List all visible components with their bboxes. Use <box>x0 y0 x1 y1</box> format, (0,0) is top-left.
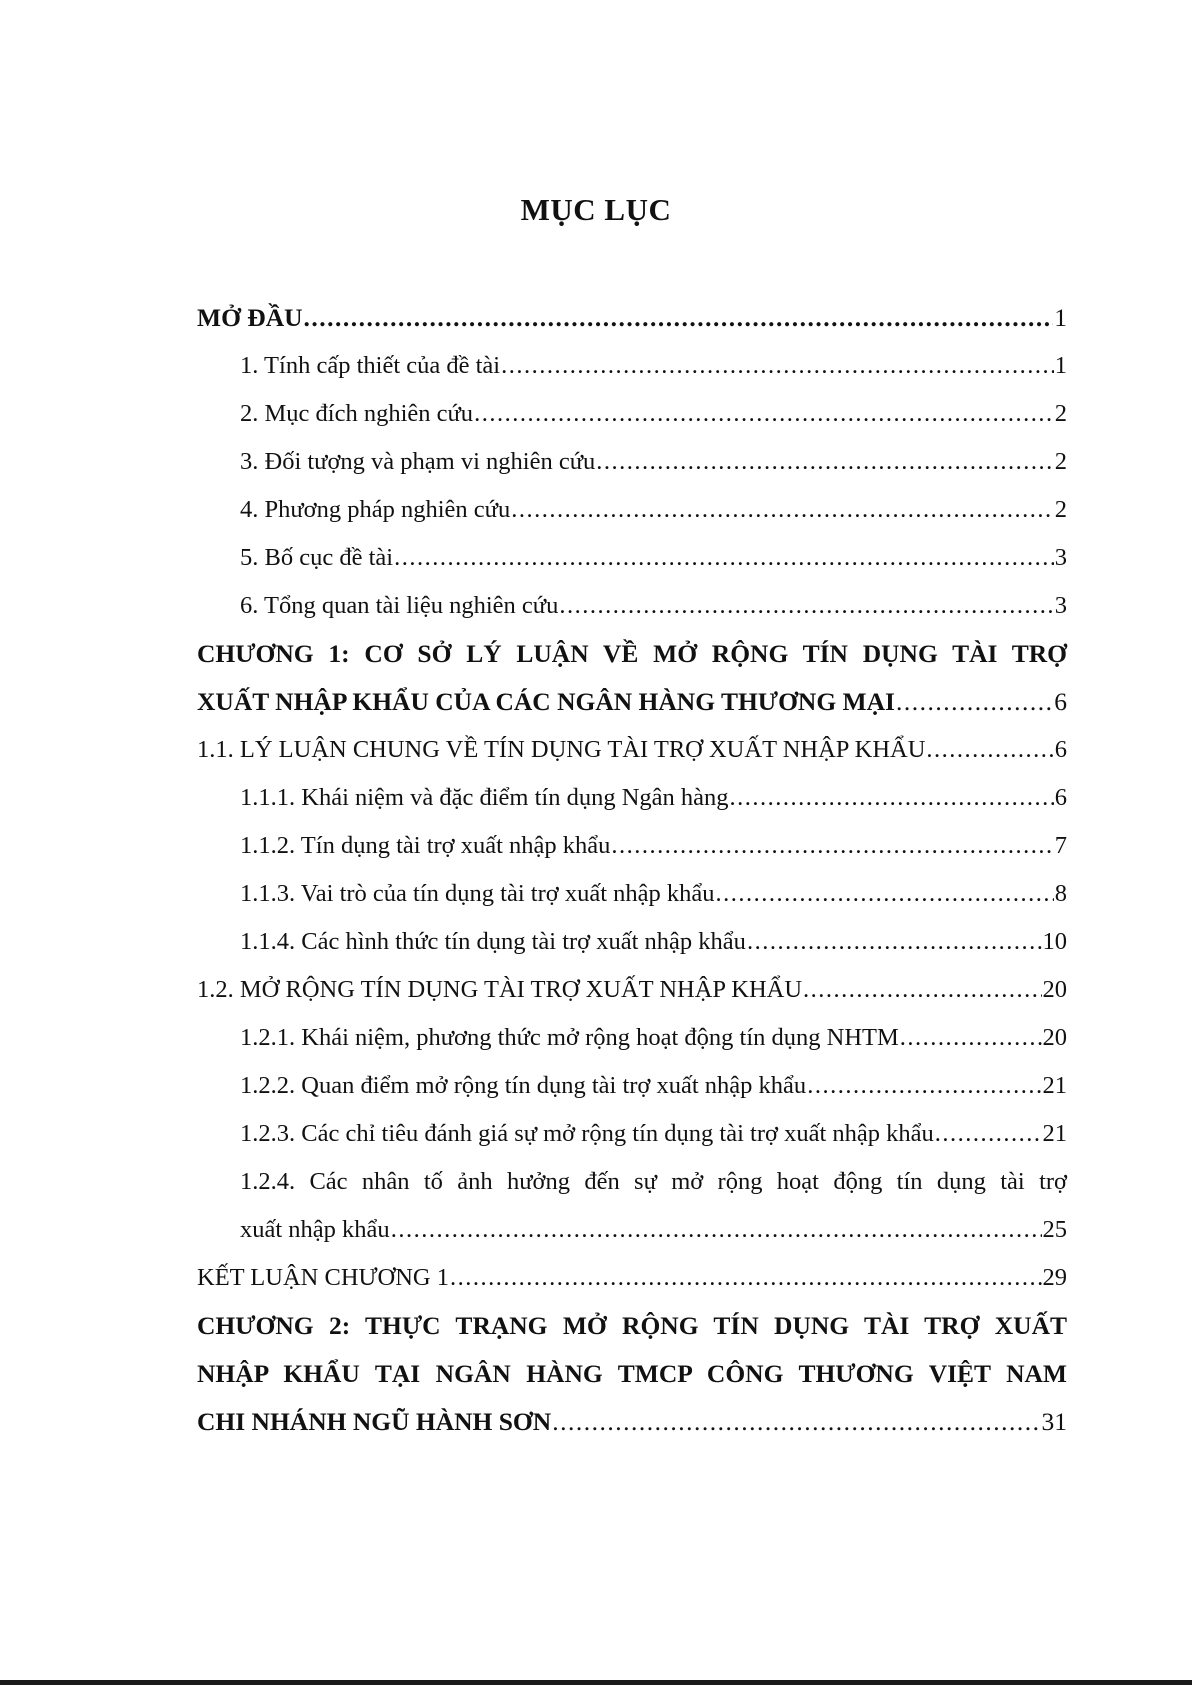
toc-entry-label: KẾT LUẬN CHƯƠNG 1 <box>197 1264 449 1291</box>
toc-entry-1-2-4[interactable] <box>197 1158 1067 1254</box>
toc-page-number: 8 <box>1054 880 1067 907</box>
toc-leader-dots <box>803 966 1041 1014</box>
toc-entry-1-1-3[interactable] <box>197 870 1067 918</box>
toc-entry-label: 1.1. LÝ LUẬN CHUNG VỀ TÍN DỤNG TÀI TRỢ XUẤT NHẬP KHẨU <box>197 736 926 763</box>
toc-page-number: 20 <box>1042 976 1067 1003</box>
toc-entry-1-1[interactable] <box>197 726 1067 774</box>
toc-leader-dots <box>716 870 1054 918</box>
toc-leader-dots <box>896 678 1053 726</box>
toc-leader-dots <box>501 342 1054 390</box>
toc-page-number: 7 <box>1054 832 1067 859</box>
toc-entry-label: 4. Phương pháp nghiên cứu <box>240 496 511 523</box>
toc-entry-1-2-2[interactable] <box>197 1062 1067 1110</box>
toc-leader-dots <box>394 534 1054 582</box>
toc-entry-heading-line: CHƯƠNG 1: CƠ SỞ LÝ LUẬN VỀ MỞ RỘNG TÍN DỤNG TÀI TRỢ <box>197 639 1067 668</box>
toc-entry-label: MỞ ĐẦU <box>197 303 303 332</box>
toc-entry-label: 5. Bố cục đề tài <box>240 544 394 571</box>
toc-page-number: 2 <box>1054 448 1067 475</box>
toc-leader-dots <box>747 918 1042 966</box>
toc-entry-label: 1.1.1. Khái niệm và đặc điểm tín dụng Ngân hàng <box>240 784 729 811</box>
toc-entry-1-2-1[interactable] <box>197 1014 1067 1062</box>
toc-page-number: 1 <box>1054 352 1067 379</box>
table-of-contents <box>197 294 1067 1446</box>
toc-entry-label: 1.1.2. Tín dụng tài trợ xuất nhập khẩu <box>240 832 611 859</box>
toc-leader-dots <box>559 582 1053 630</box>
toc-page-number: 6 <box>1054 784 1067 811</box>
toc-leader-dots <box>450 1254 1042 1302</box>
toc-leader-dots <box>807 1062 1041 1110</box>
toc-entry-1-2-3[interactable] <box>197 1110 1067 1158</box>
toc-entry-heading-line: CHƯƠNG 2: THỰC TRẠNG MỞ RỘNG TÍN DỤNG TÀI TRỢ XUẤT <box>197 1311 1067 1340</box>
toc-leader-dots <box>611 822 1053 870</box>
toc-entry-label: 1. Tính cấp thiết của đề tài <box>240 352 501 379</box>
toc-page-number: 21 <box>1042 1120 1067 1147</box>
toc-leader-dots <box>935 1110 1042 1158</box>
toc-leader-dots <box>391 1206 1042 1254</box>
toc-entry-label: 1.2.3. Các chỉ tiêu đánh giá sự mở rộng tín dụng tài trợ xuất nhập khẩu <box>240 1120 934 1147</box>
toc-entry-6[interactable] <box>197 582 1067 630</box>
toc-entry-1-1-4[interactable] <box>197 918 1067 966</box>
toc-leader-dots <box>900 1014 1042 1062</box>
toc-page-number: 21 <box>1042 1072 1067 1099</box>
toc-entry-ket-luan-chuong-1[interactable] <box>197 1254 1067 1302</box>
toc-leader-dots <box>552 1398 1040 1446</box>
toc-entry-label: CHI NHÁNH NGŨ HÀNH SƠN <box>197 1407 552 1436</box>
toc-entry-label: 1.1.3. Vai trò của tín dụng tài trợ xuất nhập khẩu <box>240 880 715 907</box>
toc-leader-dots <box>596 438 1054 486</box>
toc-leader-dots <box>474 390 1054 438</box>
toc-leader-dots <box>730 774 1054 822</box>
toc-page-number: 20 <box>1042 1024 1067 1051</box>
toc-entry-label: 2. Mục đích nghiên cứu <box>240 400 474 427</box>
page-title: MỤC LỤC <box>520 192 672 227</box>
toc-entry-heading-line: NHẬP KHẨU TẠI NGÂN HÀNG TMCP CÔNG THƯƠNG VIỆT NAM <box>197 1359 1067 1388</box>
toc-page-number: 3 <box>1054 544 1067 571</box>
toc-entry-label: xuất nhập khẩu <box>240 1216 390 1243</box>
toc-page-number: 1 <box>1054 303 1067 332</box>
toc-entry-label: 1.1.4. Các hình thức tín dụng tài trợ xuất nhập khẩu <box>240 928 746 955</box>
toc-entry-2[interactable] <box>197 390 1067 438</box>
toc-entry-3[interactable] <box>197 438 1067 486</box>
bottom-edge-rule <box>0 1680 1192 1685</box>
toc-page-number: 31 <box>1041 1407 1067 1436</box>
toc-entry-4[interactable] <box>197 486 1067 534</box>
toc-leader-dots <box>304 294 1054 342</box>
toc-page-number: 2 <box>1054 496 1067 523</box>
toc-entry-1-1-1[interactable] <box>197 774 1067 822</box>
toc-entry-label: XUẤT NHẬP KHẨU CỦA CÁC NGÂN HÀNG THƯƠNG MẠI <box>197 687 895 716</box>
toc-entry-1-2[interactable] <box>197 966 1067 1014</box>
toc-leader-dots <box>926 726 1053 774</box>
toc-page-number: 29 <box>1042 1264 1067 1291</box>
toc-entry-chapter-2[interactable] <box>197 1302 1067 1446</box>
toc-entry-label: 1.2.2. Quan điểm mở rộng tín dụng tài trợ xuất nhập khẩu <box>240 1072 807 1099</box>
toc-entry-mo-dau[interactable] <box>197 294 1067 342</box>
toc-page-number: 10 <box>1042 928 1067 955</box>
toc-page-number: 3 <box>1054 592 1067 619</box>
toc-entry-label: 1.2. MỞ RỘNG TÍN DỤNG TÀI TRỢ XUẤT NHẬP KHẨU <box>197 976 803 1003</box>
toc-leader-dots <box>511 486 1054 534</box>
toc-page-number: 6 <box>1054 687 1067 716</box>
toc-entry-label: 3. Đối tượng và phạm vi nghiên cứu <box>240 448 596 475</box>
toc-entry-heading-line: 1.2.4. Các nhân tố ảnh hưởng đến sự mở rộng hoạt động tín dụng tài trợ <box>240 1168 1067 1195</box>
toc-entry-label: 1.2.1. Khái niệm, phương thức mở rộng hoạt động tín dụng NHTM <box>240 1024 899 1051</box>
toc-entry-1[interactable] <box>197 342 1067 390</box>
toc-page-number: 25 <box>1042 1216 1067 1243</box>
toc-page-number: 2 <box>1054 400 1067 427</box>
toc-page-number: 6 <box>1054 736 1067 763</box>
toc-entry-label: 6. Tổng quan tài liệu nghiên cứu <box>240 592 559 619</box>
toc-entry-5[interactable] <box>197 534 1067 582</box>
toc-entry-1-1-2[interactable] <box>197 822 1067 870</box>
toc-entry-chapter-1[interactable] <box>197 630 1067 726</box>
